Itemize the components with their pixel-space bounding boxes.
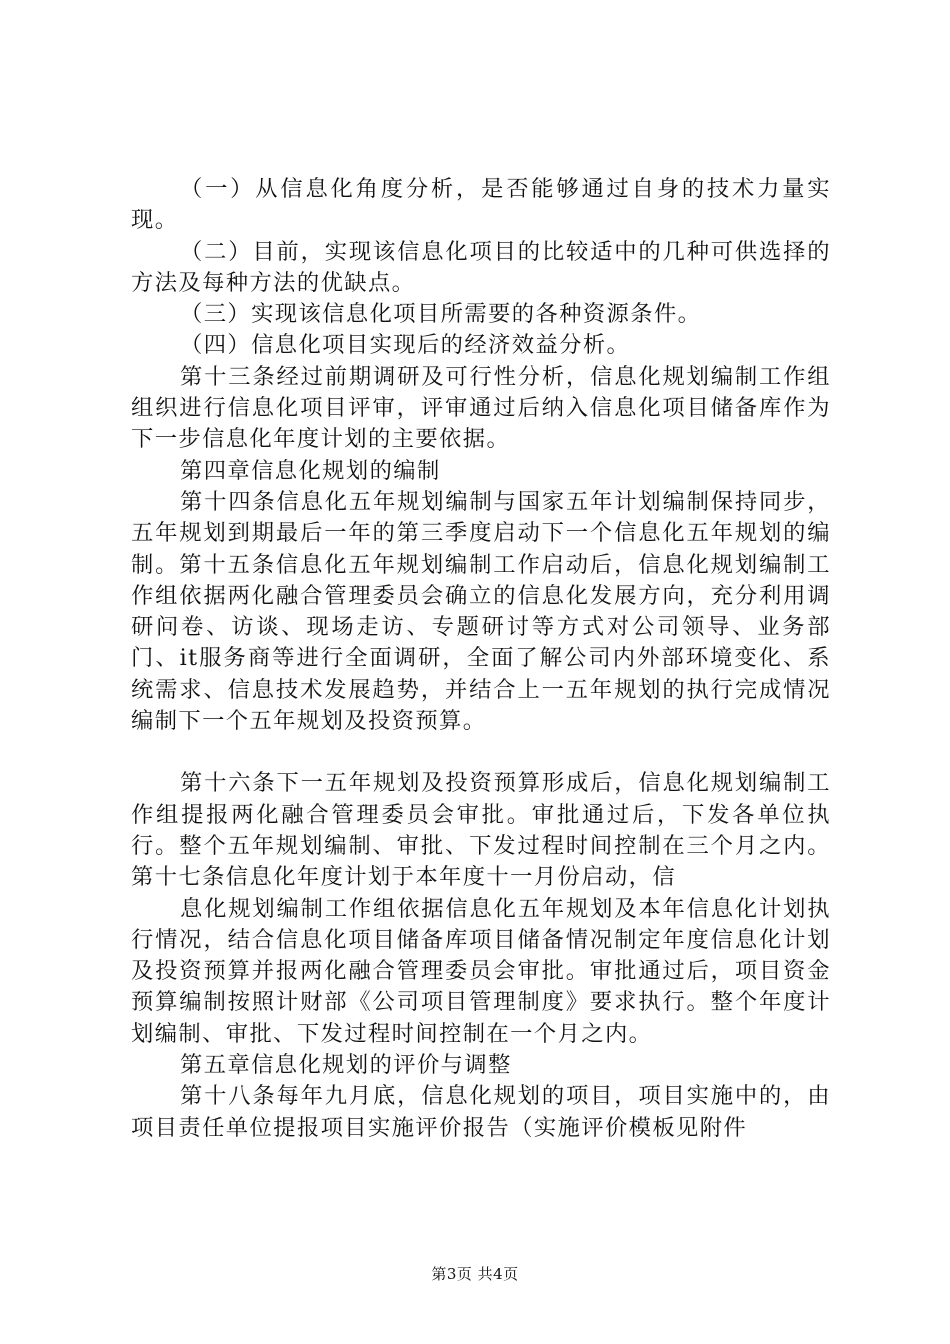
article-18-paragraph: 第十八条每年九月底，信息化规划的项目，项目实施中的，由项目责任单位提报项目实施评价报告（实施评价模板见附件: [131, 1083, 831, 1141]
document-body: [131, 174, 831, 1144]
article-13-paragraph: 第十三条经过前期调研及可行性分析，信息化规划编制工作组组织进行信息化项目评审，评审通过后纳入信息化项目储备库作为下一步信息化年度计划的主要依据。: [131, 363, 831, 453]
paragraph-item-2: （二）目前，实现该信息化项目的比较适中的几种可供选择的方法及每种方法的优缺点。: [131, 238, 831, 296]
chapter-5-heading: 第五章信息化规划的评价与调整: [180, 1052, 512, 1079]
paragraph-gap: [131, 737, 831, 768]
page-number-footer: 第3页 共4页: [431, 1265, 519, 1283]
continuation-paragraph: 息化规划编制工作组依据信息化五年规划及本年信息化计划执行情况，结合信息化项目储备库项目储备情况制定年度信息化计划及投资预算并报两化融合管理委员会审批。审批通过后，项目资金预算编制按照计财部《公司项目管理制度》要求执行。整个年度计划编制、审批、下发过程时间控制在一个月之内。: [131, 895, 831, 1047]
article-16-17-paragraph: 第十六条下一五年规划及投资预算形成后，信息化规划编制工作组提报两化融合管理委员会审批。审批通过后，下发各单位执行。整个五年规划编制、审批、下发过程时间控制在三个月之内。第十七条信息化年度计划于本年度十一月份启动，信: [131, 770, 831, 891]
article-14-15-paragraph: 第十四条信息化五年规划编制与国家五年计划编制保持同步，五年规划到期最后一年的第三季度启动下一个信息化五年规划的编制。第十五条信息化五年规划编制工作启动后，信息化规划编制工作组依据两化融合管理委员会确立的信息化发展方向，充分利用调研问卷、访谈、现场走访、专题研讨等方式对公司领导、业务部门、it服务商等进行全面调研，全面了解公司内外部环境变化、系统需求、信息技术发展趋势，并结合上一五年规划的执行完成情况编制下一个五年规划及投资预算。: [131, 488, 831, 735]
paragraph-item-4: （四）信息化项目实现后的经济效益分析。: [180, 332, 631, 359]
chapter-4-heading: 第四章信息化规划的编制: [180, 457, 441, 484]
paragraph-item-1: （一）从信息化角度分析，是否能够通过自身的技术力量实现。: [131, 176, 831, 234]
paragraph-item-3: （三）实现该信息化项目所需要的各种资源条件。: [180, 301, 702, 328]
